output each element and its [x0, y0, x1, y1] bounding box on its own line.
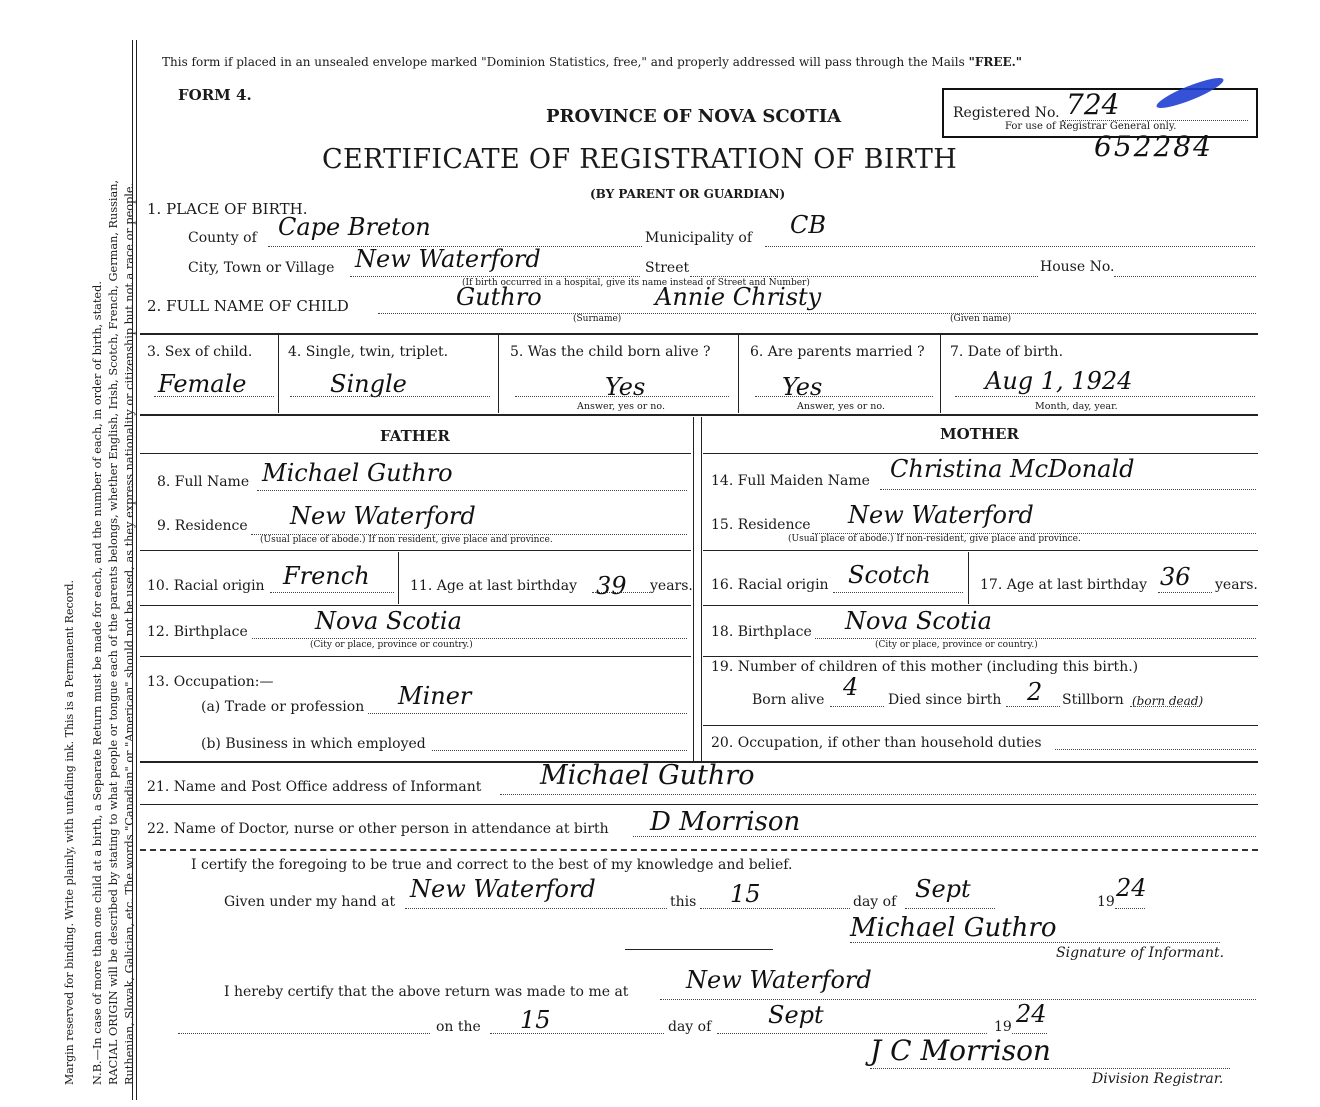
dob-value: Aug 1, 1924: [985, 367, 1133, 395]
given-day-line: [700, 908, 850, 909]
father-name-value: Michael Guthro: [262, 459, 453, 487]
informant-signature-line: [850, 942, 1220, 943]
informant-signature-label: Signature of Informant.: [1056, 945, 1225, 961]
born-alive-value: 4: [843, 673, 859, 701]
registrar-day-line: [490, 1033, 664, 1034]
mother-birthplace-label: 18. Birthplace: [711, 624, 812, 640]
registered-label: Registered No.: [953, 105, 1060, 121]
certify-statement: I certify the foregoing to be true and correct to the best of my knowledge and belief.: [191, 857, 793, 873]
father-row-border-4: [140, 656, 691, 657]
doctor-label: 22. Name of Doctor, nurse or other person in attendance at birth: [147, 821, 609, 837]
city-value: New Waterford: [355, 245, 541, 273]
mother-age-value: 36: [1160, 563, 1191, 591]
registrar-year-suffix: 24: [1016, 1000, 1047, 1028]
row3-divider-2: [498, 335, 499, 413]
mother-residence-value: New Waterford: [848, 501, 1034, 529]
mother-occupation-label: 20. Occupation, if other than household duties: [711, 735, 1042, 751]
mother-row-border-1: [703, 453, 1258, 454]
given-year-prefix: 19: [1097, 894, 1115, 910]
binding-rule-2: [136, 40, 137, 1100]
row3-divider-4: [940, 335, 941, 413]
father-racial-label: 10. Racial origin: [147, 578, 265, 594]
child-given-name: Annie Christy: [655, 283, 822, 311]
given-name-note: (Given name): [950, 314, 1012, 324]
given-place-line: [405, 908, 667, 909]
father-racial-value: French: [283, 562, 370, 590]
child-name-label: 2. FULL NAME OF CHILD: [147, 297, 349, 315]
municipality-label: Municipality of: [645, 230, 753, 246]
registrar-signature-label: Division Registrar.: [1092, 1071, 1224, 1087]
father-birthplace-value: Nova Scotia: [315, 607, 462, 635]
stillborn-line: [1130, 706, 1200, 707]
alive-label: 5. Was the child born alive ?: [510, 344, 711, 360]
father-row-border-2: [140, 550, 691, 551]
street-label: Street: [645, 260, 690, 276]
registered-number: 724: [1066, 88, 1120, 121]
mother-age-line: [1158, 592, 1212, 593]
given-day-of-label: day of: [853, 894, 897, 910]
registrar-lead-line: [178, 1033, 430, 1034]
father-heading: FATHER: [380, 427, 450, 445]
married-value: Yes: [782, 373, 823, 401]
child-surname: Guthro: [456, 283, 542, 311]
sex-label: 3. Sex of child.: [147, 344, 253, 360]
county-value: Cape Breton: [278, 213, 431, 241]
certification-dashed-border: [140, 849, 1258, 851]
page-subtitle: (BY PARENT OR GUARDIAN): [590, 187, 786, 201]
mother-row-border-3: [703, 605, 1258, 606]
father-age-value: 39: [596, 572, 627, 600]
municipality-line: [765, 246, 1255, 247]
dob-label: 7. Date of birth.: [950, 344, 1064, 360]
registered-scribble: [1154, 73, 1226, 113]
father-birthplace-label: 12. Birthplace: [147, 624, 248, 640]
mother-age-years: years.: [1215, 577, 1258, 593]
mother-name-label: 14. Full Maiden Name: [711, 473, 870, 489]
mother-racial-line: [833, 592, 963, 593]
registrar-signature: J C Morrison: [870, 1034, 1051, 1067]
given-day-value: 15: [730, 880, 761, 908]
margin-note-line1: Margin reserved for binding. Write plainly, with unfading ink. This is a Permanent Record.: [63, 579, 76, 1085]
mother-row-border-5: [703, 725, 1258, 726]
father-trade-line: [368, 713, 687, 714]
city-line: [350, 276, 640, 277]
died-value: 2: [1027, 678, 1043, 706]
parents-divider-right: [701, 417, 702, 761]
father-residence-value: New Waterford: [290, 502, 476, 530]
married-label: 6. Are parents married ?: [750, 344, 925, 360]
margin-note-line3: RACIAL ORIGIN will be described by stating to what people or tongue each of the parents belongs, whether English, Irish, Scotch, French, German, Russian,: [107, 179, 120, 1085]
alive-line: [515, 396, 729, 397]
father-age-label: 11. Age at last birthday: [410, 578, 578, 594]
informant-signature: Michael Guthro: [850, 913, 1057, 943]
house-number-label: House No.: [1040, 259, 1115, 275]
father-birthplace-line: [252, 638, 687, 639]
page-title: CERTIFICATE OF REGISTRATION OF BIRTH: [322, 144, 958, 175]
given-month-value: Sept: [915, 875, 971, 903]
mother-children-label: 19. Number of children of this mother (including this birth.): [711, 659, 1139, 675]
street-line: [690, 276, 1038, 277]
mother-name-value: Christina McDonald: [890, 455, 1135, 483]
mother-birthplace-line: [815, 638, 1256, 639]
county-label: County of: [188, 230, 257, 246]
given-this-label: this: [670, 894, 697, 910]
registrar-statement: I hereby certify that the above return was made to me at: [224, 984, 629, 1000]
registrar-day-value: 15: [520, 1006, 551, 1034]
registrar-month-value: Sept: [768, 1001, 824, 1029]
surname-note: (Surname): [573, 314, 622, 324]
parents-divider-left: [693, 417, 694, 761]
mail-notice: [162, 55, 1022, 69]
hospital-note: (If birth occurred in a hospital, give its name instead of Street and Number): [462, 278, 810, 288]
father-name-line: [257, 490, 687, 491]
given-place-value: New Waterford: [410, 875, 596, 903]
house-number-line: [1114, 276, 1256, 277]
given-year-suffix: 24: [1116, 874, 1147, 902]
registrar-signature-line: [870, 1068, 1230, 1069]
born-alive-label: Born alive: [752, 692, 825, 708]
mother-age-divider: [968, 552, 969, 604]
mother-age-label: 17. Age at last birthday: [980, 577, 1148, 593]
born-alive-line: [830, 706, 884, 707]
mother-racial-label: 16. Racial origin: [711, 577, 829, 593]
mail-notice-free: "FREE.": [968, 55, 1023, 69]
given-month-line: [905, 908, 995, 909]
father-occupation-label: 13. Occupation:—: [147, 674, 274, 690]
mother-occupation-line: [1055, 749, 1256, 750]
mail-notice-text: This form if placed in an unsealed envelope marked "Dominion Statistics, free," and properly addressed will pass through the Mails: [162, 55, 969, 69]
form-number: FORM 4.: [178, 86, 252, 104]
father-name-label: 8. Full Name: [157, 474, 250, 490]
child-name-line: [378, 313, 1256, 314]
mother-name-line: [880, 489, 1256, 490]
mother-heading: MOTHER: [940, 425, 1019, 443]
married-line: [755, 396, 933, 397]
row3-divider-1: [278, 335, 279, 413]
father-birthplace-note: (City or place, province or country.): [310, 640, 473, 650]
sex-line: [154, 396, 274, 397]
doctor-top-border: [140, 804, 1258, 805]
dob-note: Month, day, year.: [1035, 401, 1118, 412]
row3-bottom-border: [140, 414, 1258, 416]
plurality-value: Single: [330, 370, 407, 398]
certification-separator: [625, 949, 773, 950]
mother-row-border-4: [703, 656, 1258, 657]
province-heading: PROVINCE OF NOVA SCOTIA: [546, 106, 842, 127]
mother-residence-note: (Usual place of abode.) If non-resident, give place and province.: [788, 534, 1081, 544]
father-row-border-1: [140, 453, 691, 454]
father-trade-value: Miner: [398, 682, 472, 710]
registrar-year-prefix: 19: [994, 1019, 1012, 1035]
mother-birthplace-note: (City or place, province or country.): [875, 640, 1038, 650]
informant-line: [500, 794, 1256, 795]
stillborn-label: Stillborn: [1062, 692, 1124, 708]
informant-label: 21. Name and Post Office address of Informant: [147, 779, 482, 795]
plurality-line: [290, 396, 490, 397]
registrar-place-line: [660, 999, 1256, 1000]
father-residence-note: (Usual place of abode.) If non resident, give place and province.: [260, 535, 553, 545]
margin-note-line4: Ruthenian, Slovak, Galician, etc. The words "Canadian" or "American" should not be used, as they express nationality or citizenship but not a race or people.: [123, 182, 136, 1085]
binding-rule: [132, 40, 133, 1100]
father-business-line: [432, 750, 687, 751]
dob-line: [955, 396, 1255, 397]
mother-residence-label: 15. Residence: [711, 517, 811, 533]
row3-top-border: [140, 333, 1258, 335]
father-age-divider: [398, 552, 399, 604]
place-of-birth-label: 1. PLACE OF BIRTH.: [147, 200, 308, 218]
alive-note: Answer, yes or no.: [577, 401, 666, 412]
father-row-border-3: [140, 605, 691, 606]
stillborn-note: (born dead): [1132, 694, 1204, 708]
informant-value: Michael Guthro: [540, 760, 755, 791]
mother-birthplace-value: Nova Scotia: [845, 607, 992, 635]
margin-note-line2: N.B.—In case of more than one child at a birth, a Separate Return must be made for each, and the number of each, in order of birth, stated.: [91, 281, 104, 1085]
municipality-value: CB: [790, 211, 826, 239]
row3-divider-3: [738, 335, 739, 413]
sex-value: Female: [158, 370, 247, 398]
plurality-label: 4. Single, twin, triplet.: [288, 344, 449, 360]
given-under-hand-label: Given under my hand at: [224, 894, 396, 910]
father-trade-label: (a) Trade or profession: [201, 699, 365, 715]
mother-row-border-2: [703, 550, 1258, 551]
father-age-years: years.: [650, 578, 693, 594]
father-business-label: (b) Business in which employed: [201, 736, 426, 752]
died-label: Died since birth: [888, 692, 1002, 708]
married-note: Answer, yes or no.: [797, 401, 886, 412]
father-residence-label: 9. Residence: [157, 518, 248, 534]
doctor-value: D Morrison: [650, 807, 801, 837]
father-racial-line: [270, 592, 394, 593]
stamp-number: 652284: [1094, 130, 1213, 163]
given-year-line: [1115, 908, 1145, 909]
registrar-on-the-label: on the: [436, 1019, 481, 1035]
registrar-note: For use of Registrar General only.: [1005, 121, 1177, 132]
mother-racial-value: Scotch: [848, 561, 931, 589]
city-label: City, Town or Village: [188, 260, 335, 276]
alive-value: Yes: [605, 373, 646, 401]
registrar-day-of-label: day of: [668, 1019, 712, 1035]
died-line: [1006, 706, 1060, 707]
registrar-place-value: New Waterford: [686, 966, 872, 994]
